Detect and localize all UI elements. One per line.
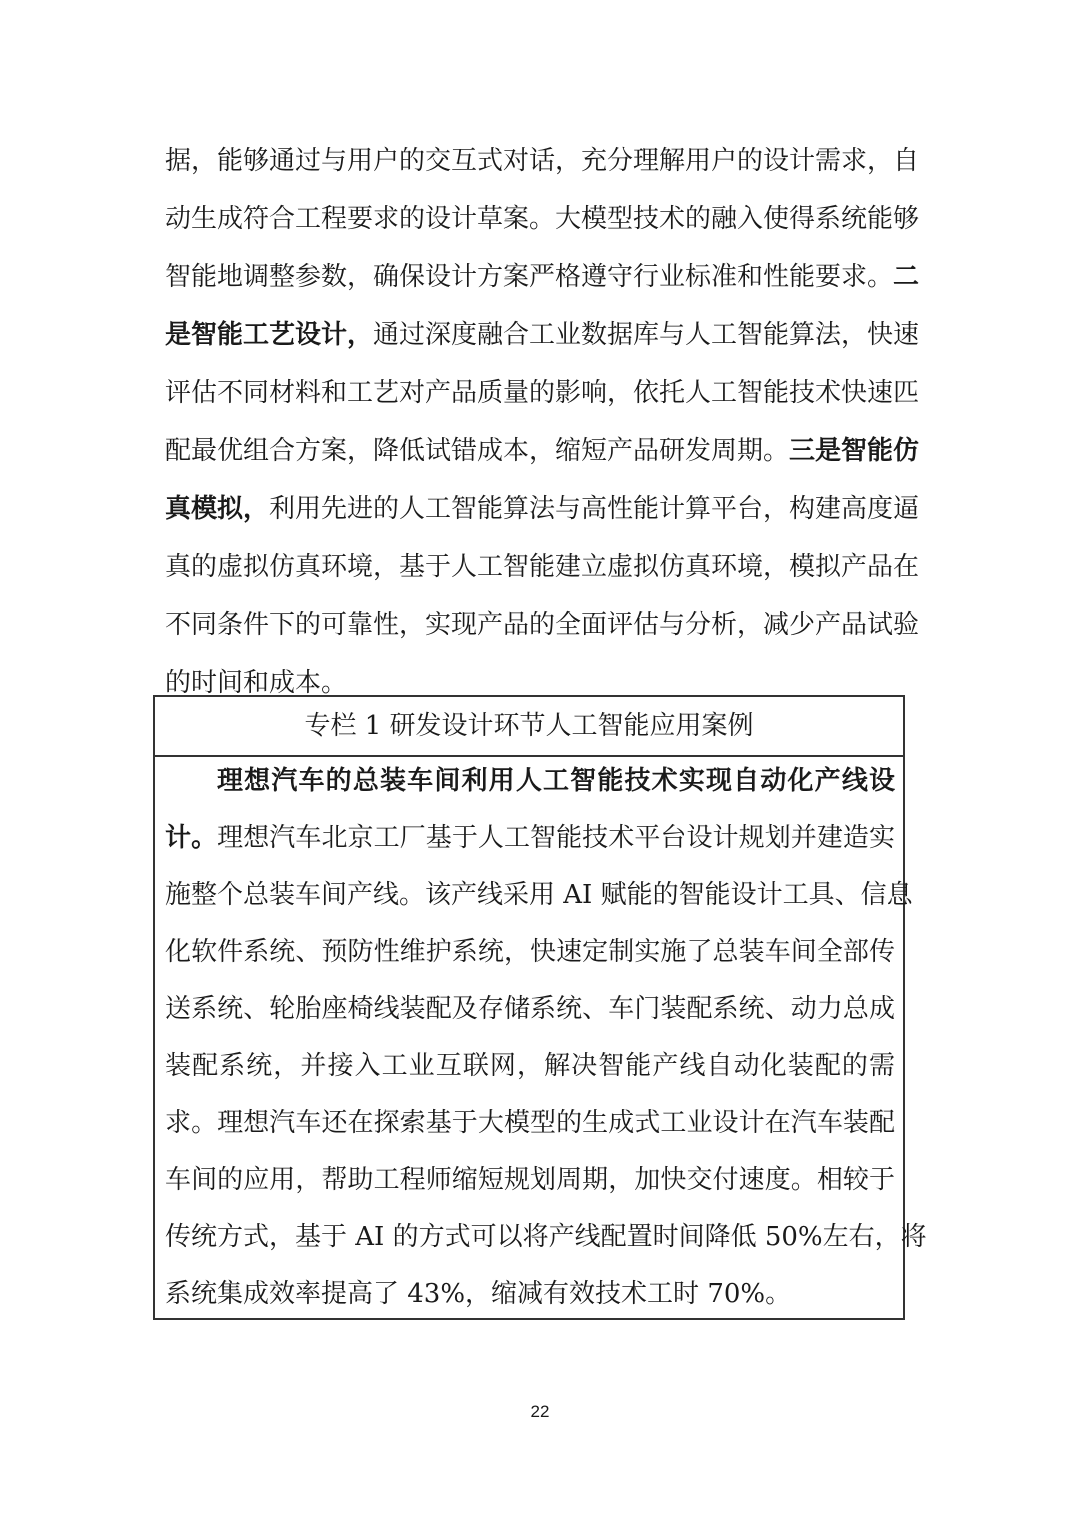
box-bold-text: 计。	[165, 823, 218, 853]
body-text: 评估不同材料和工艺对产品质量的影响，依托人工智能技术快速匹	[165, 378, 920, 408]
box-text: 求。理想汽车还在探索基于大模型的生成式工业设计在汽车装配	[165, 1108, 895, 1138]
body-line	[165, 306, 920, 364]
body-line	[165, 422, 920, 480]
box-line	[165, 1151, 895, 1209]
box-line	[165, 866, 913, 924]
box-text: 传统方式，基于 AI 的方式可以将产线配置时间降低 50%左右，将	[165, 1222, 927, 1252]
box-line	[165, 1208, 927, 1266]
box-bold-text: 理想汽车的总装车间利用人工智能技术实现自动化产线设	[217, 766, 895, 796]
body-text: 真的虚拟仿真环境，基于人工智能建立虚拟仿真环境，模拟产品在	[165, 552, 920, 582]
box-text: 送系统、轮胎座椅线装配及存储系统、车门装配系统、动力总成	[165, 994, 895, 1024]
box-line	[165, 752, 895, 810]
box-text: 车间的应用，帮助工程师缩短规划周期，加快交付速度。相较于	[165, 1165, 895, 1195]
body-line	[165, 132, 920, 190]
body-text: 的时间和成本。	[165, 668, 348, 698]
box-text: 理想汽车北京工厂基于人工智能技术平台设计规划并建造实	[217, 823, 895, 853]
body-text: 利用先进的人工智能算法与高性能计算平台，构建高度逼	[269, 494, 920, 524]
body-text: 动生成符合工程要求的设计草案。大模型技术的融入使得系统能够	[165, 204, 920, 234]
body-line	[165, 364, 920, 422]
box-text: 施整个总装车间产线。该产线采用 AI 赋能的智能设计工具、信息	[165, 880, 913, 910]
body-text: 配最优组合方案，降低试错成本，缩短产品研发周期。	[165, 436, 790, 466]
box-line	[165, 1265, 895, 1323]
box-line	[165, 980, 895, 1038]
page-number: 22	[530, 1402, 550, 1421]
case-study-box	[153, 695, 927, 1320]
case-study-title: 专栏 1 研发设计环节人工智能应用案例	[155, 697, 903, 757]
body-text: 智能地调整参数，确保设计方案严格遵守行业标准和性能要求。	[165, 262, 894, 292]
box-line	[165, 923, 895, 981]
body-bold-text: 二	[893, 262, 920, 292]
box-line	[165, 1094, 895, 1152]
box-line	[165, 809, 895, 867]
box-text: 化软件系统、预防性维护系统，快速定制实施了总装车间全部传	[165, 937, 895, 967]
box-line	[165, 1037, 895, 1095]
box-text: 系统集成效率提高了 43%，缩减有效技术工时 70%。	[165, 1279, 792, 1309]
body-bold-text: 真模拟，	[165, 494, 270, 524]
body-text: 不同条件下的可靠性，实现产品的全面评估与分析，减少产品试验	[165, 610, 920, 640]
body-text: 据，能够通过与用户的交互式对话，充分理解用户的设计需求，自	[165, 146, 920, 176]
body-line	[165, 596, 920, 654]
body-line	[165, 538, 920, 596]
body-text: 通过深度融合工业数据库与人工智能算法，快速	[373, 320, 920, 350]
box-text: 装配系统，并接入工业互联网，解决智能产线自动化装配的需	[165, 1051, 895, 1081]
body-bold-text: 三是智能仿	[789, 436, 920, 466]
body-line	[165, 248, 920, 306]
body-line	[165, 480, 920, 538]
body-line	[165, 190, 920, 248]
body-bold-text: 是智能工艺设计，	[165, 320, 374, 350]
